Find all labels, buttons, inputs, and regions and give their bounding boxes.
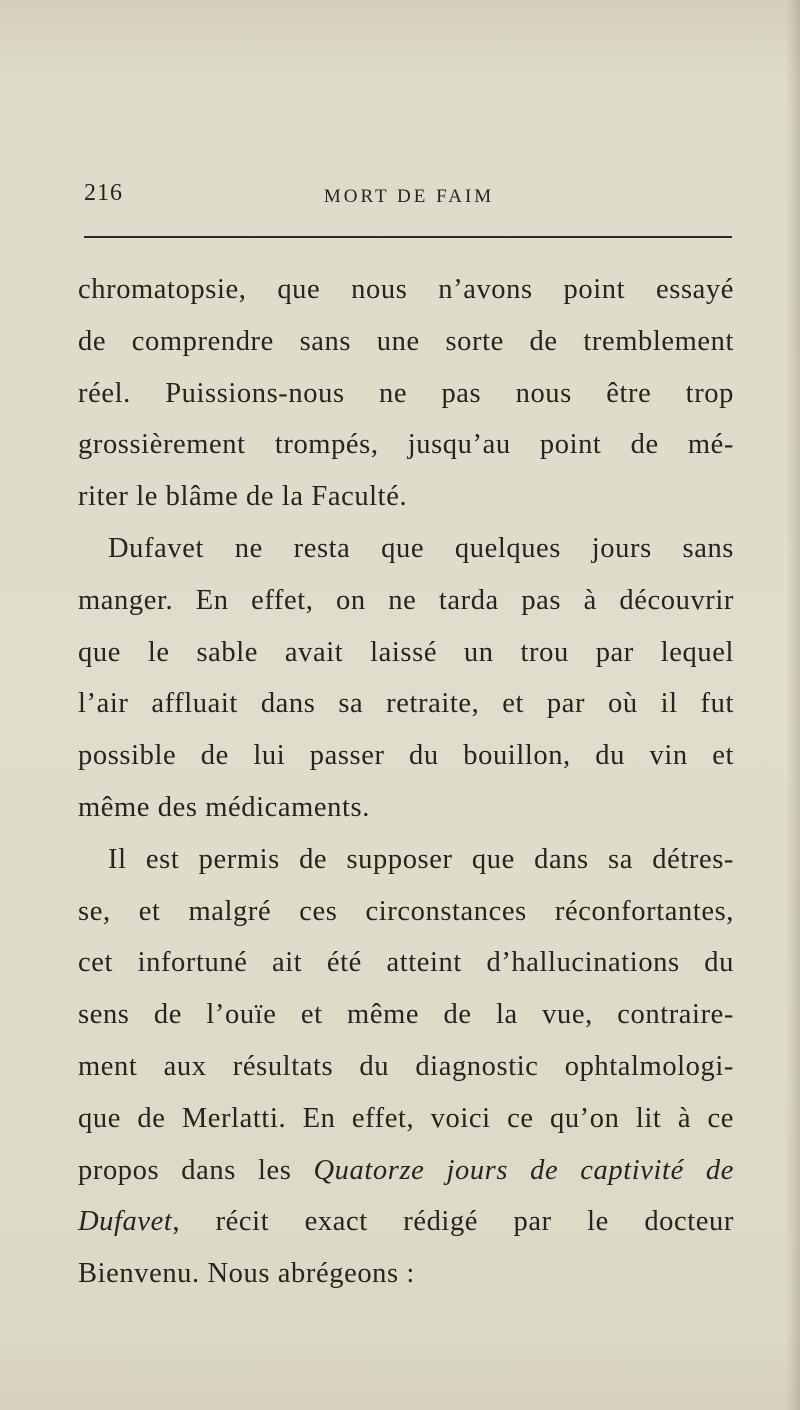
text-line: grossièrement trompés, jusqu’au point de mé- xyxy=(78,429,734,461)
text-line: ment aux résultats du diagnostic ophtalmologi- xyxy=(78,1050,734,1082)
text-line: sens de l’ouïe et même de la vue, contraire- xyxy=(78,999,734,1031)
page-header xyxy=(84,180,734,220)
text-line: Dufavet ne resta que quelques jours sans xyxy=(108,532,734,564)
header-rule xyxy=(84,236,732,238)
text-line: possible de lui passer du bouillon, du vin et xyxy=(78,740,734,772)
book-title-italic: Quatorze jours de captivité de xyxy=(313,1154,734,1186)
text-line: même des médicaments. xyxy=(78,791,370,823)
text-line: chromatopsie, que nous n’avons point essayé xyxy=(78,274,734,305)
text-line: manger. En effet, on ne tarda pas à découvrir xyxy=(78,584,734,616)
text-line xyxy=(78,1196,734,1248)
text-line: riter le blâme de la Faculté. xyxy=(78,481,408,513)
text-line: que de Merlatti. En effet, voici ce qu’on lit à ce xyxy=(78,1102,734,1134)
text-line: l’air affluait dans sa retraite, et par où il fut xyxy=(78,688,734,720)
paragraph-3 xyxy=(78,834,734,1300)
paragraph-1 xyxy=(78,264,734,523)
running-title: MORT DE FAIM xyxy=(323,186,495,207)
text-line: de comprendre sans une sorte de tremblement xyxy=(78,325,734,357)
body-text xyxy=(78,264,734,1300)
text-line: se, et malgré ces circonstances réconfortantes, xyxy=(78,895,734,927)
paragraph-2 xyxy=(78,523,734,834)
text-line xyxy=(78,1145,734,1197)
text-line: Bienvenu. Nous abrégeons : xyxy=(78,1258,415,1290)
text-line: Il est permis de supposer que dans sa détres- xyxy=(108,843,734,875)
text-segment: , récit exact rédigé par le docteur xyxy=(172,1206,734,1238)
text-line: cet infortuné ait été atteint d’hallucinations du xyxy=(78,947,734,979)
page-number: 216 xyxy=(84,180,123,206)
text-line: réel. Puissions-nous ne pas nous être trop xyxy=(78,377,734,409)
text-segment: propos dans les xyxy=(78,1154,314,1186)
text-line: que le sable avait laissé un trou par lequel xyxy=(78,636,734,668)
book-title-italic: Dufavet xyxy=(78,1206,173,1238)
